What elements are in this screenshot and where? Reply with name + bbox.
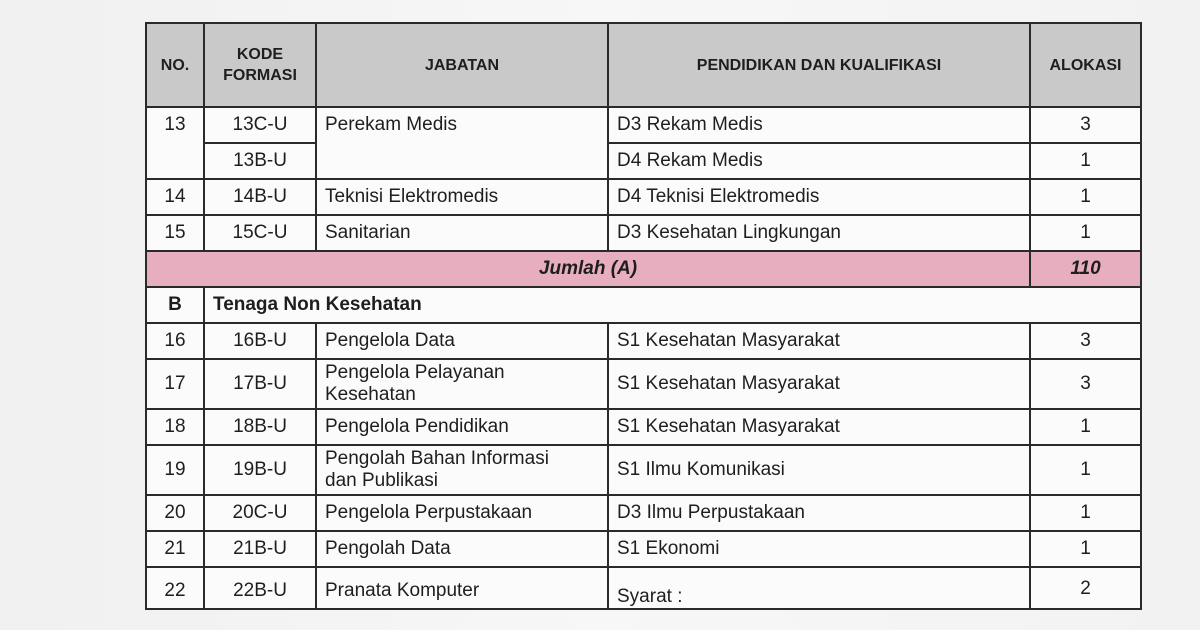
cell-no: 22 <box>146 567 204 609</box>
cell-no: 21 <box>146 531 204 567</box>
section-title: Tenaga Non Kesehatan <box>204 287 1141 323</box>
jabatan-line-2: dan Publikasi <box>325 470 439 491</box>
cell-no: 16 <box>146 323 204 359</box>
cell-pendidikan: Syarat : <box>608 567 1030 609</box>
cell-no: 13 <box>146 107 204 179</box>
cell-alokasi: 2 <box>1030 567 1141 609</box>
table-row <box>146 495 1141 531</box>
jabatan-line-1: Pengolah Bahan Informasi <box>325 448 549 469</box>
cell-alokasi: 1 <box>1030 495 1141 531</box>
jabatan-line-2: Kesehatan <box>325 384 416 405</box>
cell-no: 14 <box>146 179 204 215</box>
table-header-row <box>146 23 1141 107</box>
header-kode-formasi: KODE FORMASI <box>204 23 316 107</box>
table-row <box>146 567 1141 609</box>
cell-jabatan: Teknisi Elektromedis <box>316 179 608 215</box>
cell-no: 17 <box>146 359 204 409</box>
header-alokasi: ALOKASI <box>1030 23 1141 107</box>
cell-jabatan: Perekam Medis <box>316 107 608 179</box>
cell-kode: 13B-U <box>204 143 316 179</box>
table-row <box>146 179 1141 215</box>
cell-kode: 16B-U <box>204 323 316 359</box>
header-jabatan: JABATAN <box>316 23 608 107</box>
cell-pendidikan: D3 Rekam Medis <box>608 107 1030 143</box>
header-no: NO. <box>146 23 204 107</box>
cell-alokasi: 1 <box>1030 143 1141 179</box>
cell-pendidikan: D4 Teknisi Elektromedis <box>608 179 1030 215</box>
cell-alokasi: 1 <box>1030 445 1141 495</box>
cell-no: 15 <box>146 215 204 251</box>
cell-jabatan: Pengelola Pendidikan <box>316 409 608 445</box>
cell-alokasi: 1 <box>1030 179 1141 215</box>
subtotal-value: 110 <box>1030 251 1141 287</box>
cell-pendidikan: D3 Kesehatan Lingkungan <box>608 215 1030 251</box>
cell-jabatan <box>316 359 608 409</box>
section-code: B <box>146 287 204 323</box>
cell-alokasi: 3 <box>1030 107 1141 143</box>
cell-jabatan: Pengelola Data <box>316 323 608 359</box>
cell-no: 20 <box>146 495 204 531</box>
subtotal-row <box>146 251 1141 287</box>
cell-alokasi: 1 <box>1030 409 1141 445</box>
cell-pendidikan: D4 Rekam Medis <box>608 143 1030 179</box>
cell-kode: 13C-U <box>204 107 316 143</box>
jabatan-line-1: Pengelola Pelayanan <box>325 362 505 383</box>
cell-kode: 22B-U <box>204 567 316 609</box>
cell-alokasi: 1 <box>1030 215 1141 251</box>
cell-kode: 17B-U <box>204 359 316 409</box>
cell-jabatan: Sanitarian <box>316 215 608 251</box>
cell-alokasi: 3 <box>1030 359 1141 409</box>
cell-no: 18 <box>146 409 204 445</box>
table-row <box>146 215 1141 251</box>
table-row <box>146 323 1141 359</box>
table-row <box>146 359 1141 409</box>
cell-pendidikan: S1 Kesehatan Masyarakat <box>608 323 1030 359</box>
cell-pendidikan: D3 Ilmu Perpustakaan <box>608 495 1030 531</box>
cell-kode: 20C-U <box>204 495 316 531</box>
cell-kode: 19B-U <box>204 445 316 495</box>
cell-jabatan: Pranata Komputer <box>316 567 608 609</box>
cell-kode: 14B-U <box>204 179 316 215</box>
cell-kode: 21B-U <box>204 531 316 567</box>
cell-no: 19 <box>146 445 204 495</box>
cell-kode: 18B-U <box>204 409 316 445</box>
section-row <box>146 287 1141 323</box>
cell-kode: 15C-U <box>204 215 316 251</box>
cell-pendidikan: S1 Kesehatan Masyarakat <box>608 359 1030 409</box>
cell-pendidikan: S1 Ilmu Komunikasi <box>608 445 1030 495</box>
cell-pendidikan: S1 Ekonomi <box>608 531 1030 567</box>
cell-jabatan: Pengolah Data <box>316 531 608 567</box>
table-row <box>146 531 1141 567</box>
table-row <box>146 445 1141 495</box>
cell-pendidikan: S1 Kesehatan Masyarakat <box>608 409 1030 445</box>
table-row <box>146 143 1141 179</box>
formation-table <box>145 22 1142 610</box>
cell-alokasi: 3 <box>1030 323 1141 359</box>
header-pendidikan: PENDIDIKAN DAN KUALIFIKASI <box>608 23 1030 107</box>
table-row <box>146 107 1141 143</box>
cell-alokasi: 1 <box>1030 531 1141 567</box>
table-row <box>146 409 1141 445</box>
subtotal-label: Jumlah (A) <box>146 251 1030 287</box>
cell-jabatan: Pengelola Perpustakaan <box>316 495 608 531</box>
cell-jabatan <box>316 445 608 495</box>
